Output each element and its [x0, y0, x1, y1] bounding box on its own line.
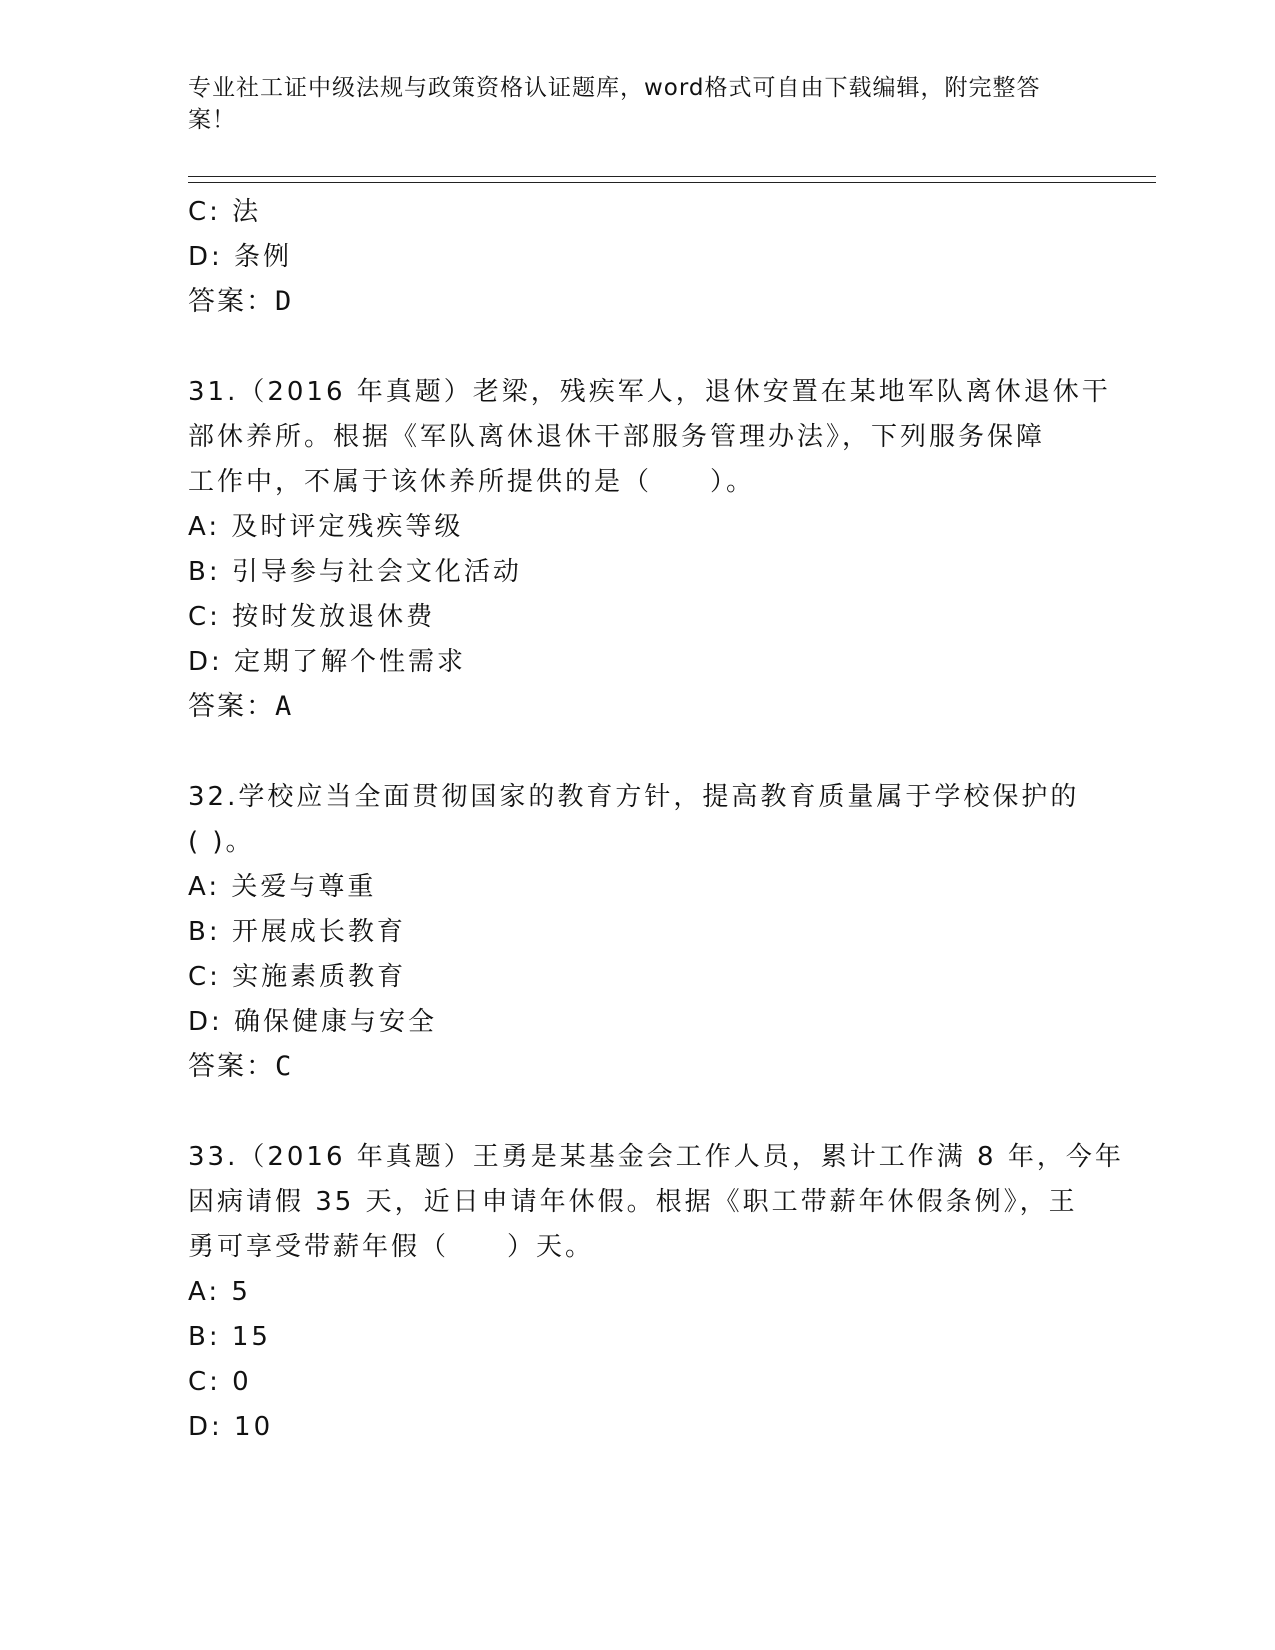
q32-stem-line-1: 32.学校应当全面贯彻国家的教育方针，提高教育质量属于学校保护的 [188, 782, 1080, 812]
q32-option-c: C: 实施素质教育 [188, 962, 407, 992]
q33-stem-line-3: 勇可享受带薪年假（ ）天。 [188, 1232, 595, 1262]
q33-stem-line-1: 33.（2016 年真题）王勇是某基金会工作人员，累计工作满 8 年，今年 [188, 1142, 1124, 1172]
q31-stem-line-1: 31.（2016 年真题）老梁，残疾军人，退休安置在某地军队离休退休干 [188, 377, 1111, 407]
answer-value: A [275, 691, 292, 722]
q32-option-b: B: 开展成长教育 [188, 917, 406, 947]
q31-answer [188, 690, 291, 724]
answer-label: 答案： [188, 286, 275, 317]
q33-stem-line-2: 因病请假 35 天，近日申请年休假。根据《职工带薪年休假条例》，王 [188, 1187, 1078, 1217]
q32-answer [188, 1050, 291, 1084]
q31-stem-line-3: 工作中，不属于该休养所提供的是（ ）。 [188, 467, 756, 497]
q33-option-a: A: 5 [188, 1277, 251, 1307]
header-line-1: 专业社工证中级法规与政策资格认证题库，word格式可自由下载编辑，附完整答 [188, 75, 1041, 101]
answer-label: 答案： [188, 691, 275, 722]
header-rule-top [188, 176, 1156, 177]
q31-option-b: B: 引导参与社会文化活动 [188, 557, 522, 587]
q33-option-c: C: 0 [188, 1367, 252, 1397]
q33-option-d: D: 10 [188, 1412, 274, 1442]
q31-option-c: C: 按时发放退休费 [188, 602, 436, 632]
q32-option-d: D: 确保健康与安全 [188, 1007, 438, 1037]
q30-option-c: C: 法 [188, 197, 262, 227]
header-rule-bottom [188, 182, 1156, 183]
q30-answer [188, 285, 291, 319]
page-header [188, 72, 1068, 136]
q32-option-a: A: 关爱与尊重 [188, 872, 377, 902]
q31-option-a: A: 及时评定残疾等级 [188, 512, 464, 542]
q30-option-d: D: 条例 [188, 242, 293, 272]
answer-value: D [275, 286, 292, 317]
answer-label: 答案： [188, 1051, 275, 1082]
q33-option-b: B: 15 [188, 1322, 271, 1352]
q31-stem-line-2: 部休养所。根据《军队离休退休干部服务管理办法》，下列服务保障 [188, 422, 1046, 452]
q31-option-d: D: 定期了解个性需求 [188, 647, 467, 677]
header-line-2: 案！ [188, 107, 236, 133]
answer-value: C [275, 1051, 292, 1082]
q32-stem-line-2: ( )。 [188, 827, 255, 857]
